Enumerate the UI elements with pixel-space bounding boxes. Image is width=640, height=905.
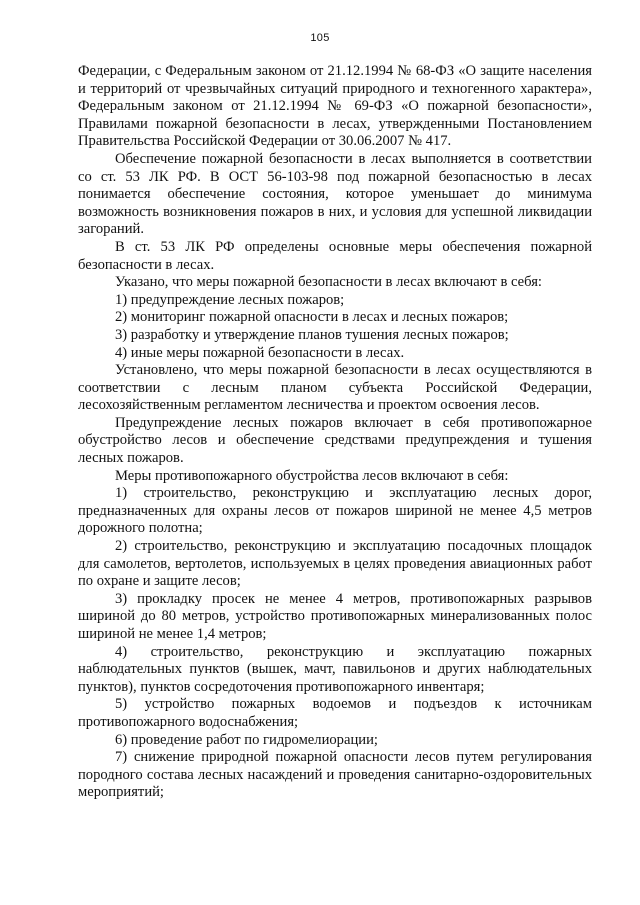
list-item-other-measures: 4) иные меры пожарной безопасности в лесах. (115, 344, 405, 361)
list-item-landing-sites: 2) строительство, реконструкцию и эксплуатацию посадочных площадок для самолетов, вертолетов, используемых в целях проведения авиационных работ по охране и защите лесов; (78, 538, 592, 590)
paragraph-measures-word: мероприятий; (78, 784, 164, 801)
list-item-hydromelioration: 6) проведение работ по гидромелиорации; (115, 731, 378, 748)
list-item-firebreaks: 3) прокладку просек не менее 4 метров, противопожарных разрывов шириной до 80 метров, устройство противопожарных минерализованных полос шириной не менее 1,4 метров; (78, 590, 592, 642)
paragraph-article-53: В ст. 53 ЛК РФ определены основные меры обеспечения пожарной безопасности в лесах. (78, 238, 592, 273)
paragraph-measures-intro: Указано, что меры пожарной безопасности в лесах включают в себя: (115, 274, 542, 291)
page-number: 105 (310, 32, 330, 44)
list-item-species-regulation: 7) снижение природной пожарной опасности лесов путем регулирования породного состава лесных насаждений и проведения санитарно-оздоровительных (78, 749, 592, 783)
list-item-observation-points: 4) строительство, реконструкцию и эксплуатацию пожарных наблюдательных пунктов (вышек, мачт, павильонов и других наблюдательных пунктов), пунктов сосредоточения противопожарного инвентаря; (78, 643, 592, 695)
list-item-plans: 3) разработку и утверждение планов тушения лесных пожаров; (115, 326, 509, 343)
list-item-prevention: 1) предупреждение лесных пожаров; (115, 291, 345, 308)
paragraph-prevention-includes: Предупреждение лесных пожаров включает в себя противопожарное обустройство лесов и обеспечение средствами предупреждения и тушения лесных пожаров. (78, 414, 592, 467)
list-item-monitoring: 2) мониторинг пожарной опасности в лесах и лесных пожаров; (115, 309, 509, 326)
paragraph-forest-plan: Установлено, что меры пожарной безопасности в лесах осуществляются в соответствии с лесным планом субъекта Российской Федерации, лесохозяйственным регламентом лесничества и проектом освоения лесов. (78, 362, 592, 414)
paragraph-continuation-laws: Федерации, с Федеральным законом от 21.12.1994 № 68-ФЗ «О защите населения и территорий от чрезвычайных ситуаций природного и техногенного характера», Федеральным законом от 21.12.1994 № 69-ФЗ «О пожарной безопасности», Правилами пожарной безопасности в лесах, утвержденными Постановлением Правительства Российской Федерации от 30.06.2007 № 417. (78, 63, 592, 150)
list-item-roads: 1) строительство, реконструкцию и эксплуатацию лесных дорог, предназначенных для охраны лесов от пожаров шириной не менее 4,5 метров дорожного полотна; (78, 485, 592, 537)
list-item-water-reservoirs: 5) устройство пожарных водоемов и подъездов к источникам противопожарного водоснабжения; (78, 696, 592, 730)
document-body (78, 63, 592, 802)
paragraph-arrangement-intro: Меры противопожарного обустройства лесов включают в себя: (115, 467, 509, 484)
paragraph-fire-safety-definition: Обеспечение пожарной безопасности в лесах выполняется в соответствии со ст. 53 ЛК РФ. В ОСТ 56-103-98 под пожарной безопасностью в лесах понимается обеспечение состояния, которое уменьшает до минимума возможность возникновения пожаров в них, и условия для успешной ликвидации загораний. (78, 150, 592, 238)
